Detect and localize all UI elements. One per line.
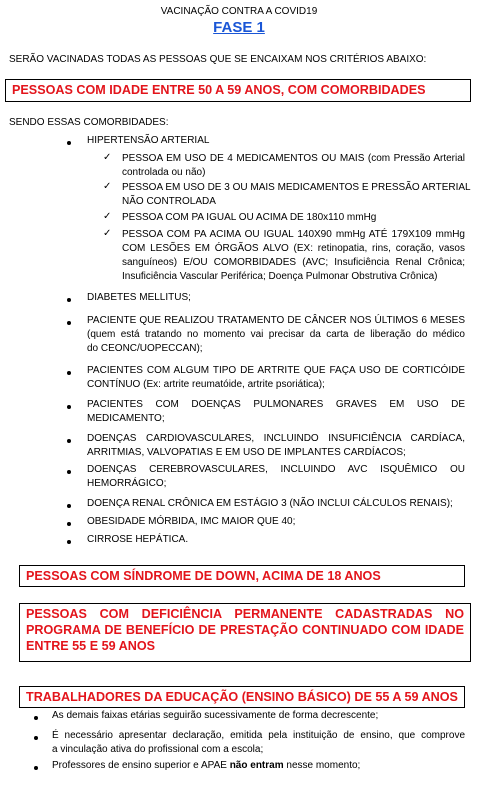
list-item: HIPERTENSÃO ARTERIAL: [87, 135, 210, 146]
check-item: PESSOA EM USO DE 3 OU MAIS MEDICAMENTOS E PRESSÃO ARTERIAL: [122, 182, 471, 193]
bullet-icon: [67, 439, 71, 443]
bullet-icon: [67, 141, 71, 145]
check-item-cont: sanguíneos) E/OU COMORBIDADES (AVC; Insuficiência Renal Crônica;: [122, 257, 465, 268]
checkmark-icon: ✓: [103, 181, 112, 192]
footer-note: [52, 759, 360, 773]
footer-note: As demais faixas etárias seguirão sucessivamente de forma decrescente;: [52, 710, 379, 721]
check-item-cont: controlada ou não): [122, 167, 206, 178]
priority-box-down-syndrome: PESSOAS COM SÍNDROME DE DOWN, ACIMA DE 18 ANOS: [19, 565, 465, 587]
list-item: PACIENTES COM DOENÇAS PULMONARES GRAVES EM USO DE: [87, 399, 465, 410]
bullet-icon: [67, 470, 71, 474]
list-item: CIRROSE HEPÁTICA.: [87, 534, 189, 545]
list-item-cont: do CEONC/UOPECCAN);: [87, 343, 203, 354]
bullet-icon: [67, 540, 71, 544]
comorbidities-intro: SENDO ESSAS COMORBIDADES:: [9, 117, 169, 128]
list-item-cont: MEDICAMENTO;: [87, 413, 165, 424]
list-item-cont: CONTÍNUO (Ex: artrite reumatóide, artrite psoriática);: [87, 379, 325, 390]
list-item: DOENÇAS CARDIOVASCULARES, INCLUINDO INSUFICIÊNCIA CARDÍACA,: [87, 433, 465, 444]
list-item-cont: ARRITMIAS, VALVOPATIAS E EM USO DE IMPLANTES CARDÍACOS;: [87, 447, 406, 458]
priority-box-disability: PESSOAS COM DEFICIÊNCIA PERMANENTE CADASTRADAS NO PROGRAMA DE BENEFÍCIO DE PRESTAÇÃO CONTINUADO COM IDADE ENTRE 55 E 59 ANOS: [19, 603, 471, 662]
bullet-icon: [34, 736, 38, 740]
phase-heading: FASE 1: [213, 19, 265, 36]
footer-note-emphasis: não entram: [229, 760, 284, 771]
footer-note-cont: a vinculação ativa do profissional com a escola;: [52, 744, 264, 755]
footer-note-text: nesse momento;: [283, 760, 361, 771]
bullet-icon: [67, 522, 71, 526]
check-item: PESSOA EM USO DE 4 MEDICAMENTOS OU MAIS (com Pressão Arterial: [122, 153, 465, 164]
list-item: PACIENTES COM ALGUM TIPO DE ARTRITE QUE FAÇA USO DE CORTICÓIDE: [87, 365, 465, 376]
list-item: DOENÇA RENAL CRÔNICA EM ESTÁGIO 3 (NÃO INCLUI CÁLCULOS RENAIS);: [87, 498, 453, 509]
bullet-icon: [34, 716, 38, 720]
check-item-cont: COM LESÕES EM ÓRGÃOS ALVO (EX: retinopatia, rins, coração, vasos: [122, 243, 465, 254]
bullet-icon: [34, 766, 38, 770]
bullet-icon: [67, 504, 71, 508]
check-item-cont: Insuficiência Vascular Periférica; Doença Pulmonar Obstrutiva Crônica): [122, 271, 438, 282]
bullet-icon: [67, 405, 71, 409]
bullet-icon: [67, 371, 71, 375]
list-item: DIABETES MELLITUS;: [87, 292, 191, 303]
priority-box-education: TRABALHADORES DA EDUCAÇÃO (ENSINO BÁSICO) DE 55 A 59 ANOS: [19, 686, 465, 708]
list-item-cont: HEMORRÁGICO;: [87, 478, 167, 489]
list-item: DOENÇAS CEREBROVASCULARES, INCLUINDO AVC ISQUÊMICO OU: [87, 464, 465, 475]
document-title: VACINAÇÃO CONTRA A COVID19: [160, 6, 318, 17]
priority-box-comorbidities: PESSOAS COM IDADE ENTRE 50 A 59 ANOS, COM COMORBIDADES: [5, 79, 471, 102]
check-item: PESSOA COM PA IGUAL OU ACIMA DE 180x110 mmHg: [122, 212, 377, 223]
check-item-cont: NÃO CONTROLADA: [122, 196, 216, 207]
intro-text: SERÃO VACINADAS TODAS AS PESSOAS QUE SE ENCAIXAM NOS CRITÉRIOS ABAIXO:: [9, 54, 427, 65]
list-item: PACIENTE QUE REALIZOU TRATAMENTO DE CÂNCER NOS ÚLTIMOS 6 MESES: [87, 315, 465, 326]
checkmark-icon: ✓: [103, 211, 112, 222]
list-item: OBESIDADE MÓRBIDA, IMC MAIOR QUE 40;: [87, 516, 296, 527]
list-item-cont: (quem está tratando no momento vai precisar da carta de liberação do médico: [87, 329, 465, 340]
checkmark-icon: ✓: [103, 152, 112, 163]
checkmark-icon: ✓: [103, 228, 112, 239]
check-item: PESSOA COM PA ACIMA OU IGUAL 140X90 mmHg ATÉ 179X109 mmHg: [122, 229, 465, 240]
bullet-icon: [67, 321, 71, 325]
footer-note: É necessário apresentar declaração, emitida pela instituição de ensino, que comprove: [52, 730, 465, 741]
footer-note-text: Professores de ensino superior e APAE: [52, 760, 230, 771]
bullet-icon: [67, 298, 71, 302]
